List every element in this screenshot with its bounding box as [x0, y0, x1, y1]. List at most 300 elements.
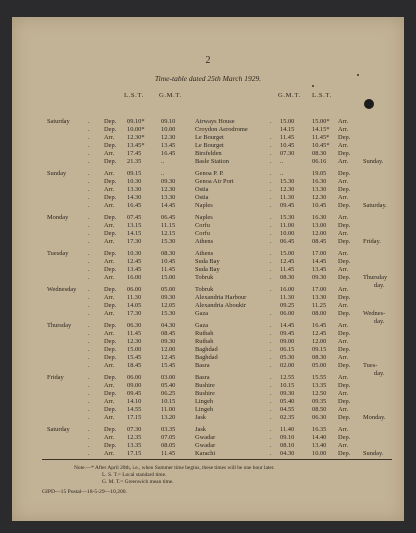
gmt-time: 10.15	[161, 398, 176, 405]
day-continuation: day.	[374, 282, 385, 289]
return-local-time: 08.45	[312, 238, 327, 245]
direction: Arr.	[104, 222, 115, 229]
leader-dot: .	[270, 150, 272, 157]
local-time: 06.00	[127, 374, 142, 381]
return-gmt-time: 08.10	[280, 442, 295, 449]
direction: Dep.	[104, 442, 117, 449]
return-gmt-time: 14.15	[280, 126, 295, 133]
gmt-time: 05.40	[161, 382, 176, 389]
leader-dot: .	[270, 194, 272, 201]
place-name: Genoa P. P.	[195, 170, 224, 177]
return-gmt-time: 12.45	[280, 258, 295, 265]
local-time: 14.15	[127, 230, 142, 237]
place-name: Genoa Air Port	[195, 178, 234, 185]
return-local-time: 05.00	[312, 362, 327, 369]
direction: Arr.	[104, 186, 115, 193]
local-time: 14.55	[127, 406, 142, 413]
leader-dot: .	[88, 390, 90, 397]
place-name: Suda Bay	[195, 258, 220, 265]
return-gmt-time: 16.00	[280, 286, 295, 293]
return-direction: Dep.	[338, 346, 351, 353]
return-direction: Dep.	[338, 238, 351, 245]
day-label: Friday	[47, 374, 64, 381]
return-local-time: 15.00*	[312, 118, 330, 125]
return-direction: Dep.	[338, 294, 351, 301]
direction: Arr.	[104, 274, 115, 281]
gmt-time: 03.35	[161, 426, 176, 433]
return-direction: Dep.	[338, 150, 351, 157]
return-gmt-time: 06.45	[280, 238, 295, 245]
local-time: 09.45	[127, 390, 142, 397]
local-time: 15.00	[127, 346, 142, 353]
gmt-time: 12.00	[161, 346, 176, 353]
place-name: Gaza	[195, 322, 209, 329]
local-time: 16.45	[127, 202, 142, 209]
return-gmt-time: 12.30	[280, 186, 295, 193]
leader-dot: .	[270, 398, 272, 405]
local-time: 21.35	[127, 158, 142, 165]
return-direction: Arr.	[338, 214, 349, 221]
direction: Arr.	[104, 398, 115, 405]
local-time: 12.45	[127, 258, 142, 265]
leader-dot: .	[270, 170, 272, 177]
place-name: Baghdad	[195, 354, 218, 361]
print-footer: GIPD—15 Postal—18-5-29—10,200.	[42, 489, 127, 495]
return-direction: Dep.	[338, 186, 351, 193]
return-gmt-time: ..	[280, 158, 284, 165]
leader-dot: .	[88, 238, 90, 245]
gmt-time: 06.45	[161, 214, 176, 221]
return-gmt-time: 11.45	[280, 266, 295, 273]
leader-dot: .	[88, 134, 90, 141]
place-name: Bushire	[195, 382, 215, 389]
return-local-time: 13.30	[312, 186, 327, 193]
day-label: Wednesday	[47, 286, 77, 293]
return-day-label: Sunday.	[363, 450, 384, 457]
return-direction: Arr.	[338, 118, 349, 125]
return-direction: Arr.	[338, 426, 349, 433]
return-gmt-time: 15.00	[280, 118, 295, 125]
return-direction: Arr.	[338, 178, 349, 185]
place-name: Corfu	[195, 230, 210, 237]
return-direction: Arr.	[338, 158, 349, 165]
return-local-time: 16.35	[312, 426, 327, 433]
local-time: 10.00*	[127, 126, 145, 133]
return-gmt-time: 05.30	[280, 354, 295, 361]
place-name: Athens	[195, 250, 214, 257]
day-continuation: day.	[374, 318, 385, 325]
return-direction: Dep.	[338, 202, 351, 209]
return-direction: Dep.	[338, 362, 351, 369]
return-gmt-time: 05.40	[280, 398, 295, 405]
header-lst: L.S.T.	[124, 92, 144, 99]
return-direction: Dep.	[338, 450, 351, 457]
leader-dot: .	[88, 362, 90, 369]
return-direction: Dep.	[338, 398, 351, 405]
leader-dot: .	[88, 250, 90, 257]
local-time: 17.45	[127, 150, 142, 157]
direction: Arr.	[104, 330, 115, 337]
place-name: Rutbah	[195, 338, 214, 345]
return-local-time: 17.00	[312, 250, 327, 257]
place-name: Croydon Aerodrome	[195, 126, 248, 133]
return-day-label: Tues-	[363, 362, 378, 369]
place-name: Jask	[195, 426, 207, 433]
return-local-time: 13.00	[312, 222, 327, 229]
leader-dot: .	[270, 258, 272, 265]
direction: Dep.	[104, 426, 117, 433]
gmt-time: 14.45	[161, 202, 176, 209]
leader-dot: .	[270, 346, 272, 353]
return-day-label: Saturday.	[363, 202, 387, 209]
leader-dot: .	[88, 258, 90, 265]
place-name: Alexandria Aboukir	[195, 302, 246, 309]
direction: Dep.	[104, 230, 117, 237]
leader-dot: .	[270, 374, 272, 381]
leader-dot: .	[88, 442, 90, 449]
gmt-time: 11.45	[161, 450, 176, 457]
day-label: Saturday	[47, 426, 70, 433]
direction: Arr.	[104, 170, 115, 177]
return-direction: Arr.	[338, 354, 349, 361]
return-gmt-time: 11.40	[280, 426, 295, 433]
punch-hole	[364, 99, 374, 109]
return-direction: Arr.	[338, 302, 349, 309]
direction: Arr.	[104, 202, 115, 209]
leader-dot: .	[88, 382, 90, 389]
place-name: Athens	[195, 238, 214, 245]
direction: Arr.	[104, 450, 115, 457]
place-name: Rutbah	[195, 330, 214, 337]
leader-dot: .	[270, 354, 272, 361]
return-direction: Dep.	[338, 434, 351, 441]
leader-dot: .	[270, 142, 272, 149]
leader-dot: .	[88, 450, 90, 457]
leader-dot: .	[88, 178, 90, 185]
leader-dot: .	[88, 426, 90, 433]
local-time: 16.00	[127, 274, 142, 281]
return-local-time: 11.25	[312, 302, 327, 309]
return-local-time: 13.40	[312, 442, 327, 449]
return-direction: Arr.	[338, 286, 349, 293]
return-local-time: 08.50	[312, 406, 327, 413]
leader-dot: .	[88, 322, 90, 329]
leader-dot: .	[88, 118, 90, 125]
leader-dot: .	[270, 214, 272, 221]
local-time: 06.00	[127, 286, 142, 293]
place-name: Le Bourget	[195, 142, 224, 149]
leader-dot: .	[88, 346, 90, 353]
place-name: Tobruk	[195, 274, 214, 281]
leader-dot: .	[88, 354, 90, 361]
return-local-time: 12.00	[312, 338, 327, 345]
return-local-time: 08.30	[312, 150, 327, 157]
direction: Dep.	[104, 354, 117, 361]
return-gmt-time: ..	[280, 170, 284, 177]
place-name: Ostia	[195, 194, 209, 201]
day-label: Sunday	[47, 170, 67, 177]
return-day-label: Thursday	[363, 274, 388, 281]
direction: Dep.	[104, 118, 117, 125]
leader-dot: .	[270, 286, 272, 293]
leader-dot: .	[270, 338, 272, 345]
direction: Dep.	[104, 322, 117, 329]
return-day-label: Wednes-	[363, 310, 386, 317]
leader-dot: .	[270, 158, 272, 165]
leader-dot: .	[88, 286, 90, 293]
leader-dot: .	[88, 302, 90, 309]
place-name: Baghdad	[195, 346, 218, 353]
leader-dot: .	[88, 194, 90, 201]
gmt-time: 13.30	[161, 194, 176, 201]
direction: Dep.	[104, 126, 117, 133]
return-local-time: 09.30	[312, 274, 327, 281]
leader-dot: .	[270, 274, 272, 281]
return-local-time: 10.45	[312, 202, 327, 209]
return-gmt-time: 06.15	[280, 346, 295, 353]
local-time: 18.45	[127, 362, 142, 369]
return-local-time: 16.30	[312, 178, 327, 185]
header-gmt-return: G.M.T.	[278, 92, 301, 99]
leader-dot: .	[88, 222, 90, 229]
direction: Arr.	[104, 258, 115, 265]
return-local-time: 12.45	[312, 330, 327, 337]
leader-dot: .	[270, 134, 272, 141]
local-time: 09.15	[127, 170, 142, 177]
local-time: 12.35	[127, 434, 142, 441]
return-direction: Arr.	[338, 338, 349, 345]
place-name: Le Bourget	[195, 134, 224, 141]
return-direction: Arr.	[338, 194, 349, 201]
local-time: 07.45	[127, 214, 142, 221]
day-label: Saturday	[47, 118, 70, 125]
direction: Dep.	[104, 142, 117, 149]
page-number: 2	[205, 55, 211, 66]
paper-mark	[357, 74, 359, 76]
local-time: 06.30	[127, 322, 142, 329]
return-local-time: 15.55	[312, 374, 327, 381]
gmt-time: 08.45	[161, 330, 176, 337]
return-local-time: 16.45	[312, 322, 327, 329]
leader-dot: .	[88, 406, 90, 413]
local-time: 13.15	[127, 222, 142, 229]
place-name: Tobruk	[195, 286, 214, 293]
return-gmt-time: 06.00	[280, 310, 295, 317]
local-time: 17.30	[127, 310, 142, 317]
return-direction: Arr.	[338, 266, 349, 273]
gmt-time: 09.30	[161, 338, 176, 345]
return-gmt-time: 09.10	[280, 434, 295, 441]
leader-dot: .	[270, 202, 272, 209]
gmt-time: 08.05	[161, 442, 176, 449]
place-name: Naples	[195, 214, 213, 221]
return-direction: Dep.	[338, 382, 351, 389]
direction: Dep.	[104, 194, 117, 201]
note-lst: L. S. T.= Local standard time.	[102, 472, 167, 478]
leader-dot: .	[88, 398, 90, 405]
place-name: Airways House	[195, 118, 235, 125]
return-direction: Arr.	[338, 374, 349, 381]
leader-dot: .	[270, 266, 272, 273]
gmt-time: 09.10	[161, 118, 176, 125]
direction: Dep.	[104, 178, 117, 185]
leader-dot: .	[88, 310, 90, 317]
place-name: Lingeh	[195, 398, 214, 405]
local-time: 09.00	[127, 382, 142, 389]
day-continuation: day.	[374, 370, 385, 377]
return-direction: Arr.	[338, 322, 349, 329]
return-gmt-time: 10.45	[280, 142, 295, 149]
return-gmt-time: 09.30	[280, 390, 295, 397]
header-gmt: G.M.T.	[159, 92, 182, 99]
return-local-time: 16.30	[312, 214, 327, 221]
place-name: Basra	[195, 362, 210, 369]
gmt-time: 12.15	[161, 230, 176, 237]
return-direction: Arr.	[338, 230, 349, 237]
return-gmt-time: 04.30	[280, 450, 295, 457]
return-gmt-time: 11.00	[280, 222, 295, 229]
return-local-time: 12.00	[312, 230, 327, 237]
place-name: Bushire	[195, 390, 215, 397]
local-time: 10.30	[127, 250, 142, 257]
gmt-time: 06.25	[161, 390, 176, 397]
leader-dot: .	[88, 142, 90, 149]
direction: Arr.	[104, 294, 115, 301]
return-direction: Dep.	[338, 330, 351, 337]
leader-dot: .	[88, 186, 90, 193]
return-gmt-time: 02.35	[280, 414, 295, 421]
return-local-time: 09.35	[312, 398, 327, 405]
leader-dot: .	[88, 230, 90, 237]
place-name: Basle Station	[195, 158, 229, 165]
return-local-time: 13.45	[312, 266, 327, 273]
direction: Dep.	[104, 406, 117, 413]
return-gmt-time: 14.45	[280, 322, 295, 329]
gmt-time: 11.45	[161, 266, 176, 273]
direction: Dep.	[104, 250, 117, 257]
gmt-time: 08.30	[161, 250, 176, 257]
place-name: Gaza	[195, 310, 209, 317]
leader-dot: .	[88, 158, 90, 165]
return-direction: Dep.	[338, 222, 351, 229]
return-direction: Arr.	[338, 142, 349, 149]
direction: Dep.	[104, 302, 117, 309]
return-direction: Arr.	[338, 406, 349, 413]
return-gmt-time: 10.00	[280, 230, 295, 237]
return-day-label: Monday.	[363, 414, 386, 421]
return-local-time: 14.40	[312, 434, 327, 441]
return-direction: Arr.	[338, 442, 349, 449]
direction: Dep.	[104, 374, 117, 381]
return-local-time: 06.30	[312, 414, 327, 421]
leader-dot: .	[88, 374, 90, 381]
direction: Dep.	[104, 346, 117, 353]
leader-dot: .	[270, 118, 272, 125]
leader-dot: .	[270, 434, 272, 441]
gmt-time: 10.45	[161, 258, 176, 265]
gmt-time: 11.00	[161, 406, 176, 413]
return-gmt-time: 10.15	[280, 382, 295, 389]
gmt-time: 09.30	[161, 294, 176, 301]
gmt-time: 11.15	[161, 222, 176, 229]
gmt-time: 10.00	[161, 126, 176, 133]
leader-dot: .	[270, 250, 272, 257]
return-gmt-time: 02.00	[280, 362, 295, 369]
return-local-time: 10.00	[312, 450, 327, 457]
gmt-time: 09.30	[161, 178, 176, 185]
local-time: 07.30	[127, 426, 142, 433]
return-gmt-time: 12.55	[280, 374, 295, 381]
return-gmt-time: 09.45	[280, 202, 295, 209]
direction: Dep.	[104, 338, 117, 345]
return-local-time: 10.45*	[312, 142, 330, 149]
local-time: 13.35	[127, 442, 142, 449]
return-gmt-time: 15.00	[280, 250, 295, 257]
return-direction: Arr.	[338, 250, 349, 257]
header-lst-return: L.S.T.	[312, 92, 332, 99]
return-local-time: 13.30	[312, 294, 327, 301]
return-direction: Arr.	[338, 390, 349, 397]
gmt-time: 15.00	[161, 274, 176, 281]
gmt-time: 12.30	[161, 186, 176, 193]
place-name: Karachi	[195, 450, 216, 457]
local-time: 09.10*	[127, 118, 145, 125]
return-gmt-time: 09.45	[280, 330, 295, 337]
local-time: 14.10	[127, 398, 142, 405]
direction: Arr.	[104, 434, 115, 441]
gmt-time: 15.45	[161, 362, 176, 369]
return-local-time: 08.00	[312, 310, 327, 317]
return-local-time: 14.15*	[312, 126, 330, 133]
leader-dot: .	[270, 450, 272, 457]
place-name: Basra	[195, 374, 210, 381]
leader-dot: .	[88, 170, 90, 177]
local-time: 13.30	[127, 186, 142, 193]
place-name: Jask	[195, 414, 207, 421]
local-time: 17.30	[127, 238, 142, 245]
return-local-time: 12.30	[312, 194, 327, 201]
return-local-time: 09.15	[312, 346, 327, 353]
local-time: 17.15	[127, 414, 142, 421]
leader-dot: .	[270, 322, 272, 329]
leader-dot: .	[88, 330, 90, 337]
leader-dot: .	[88, 414, 90, 421]
gmt-time: 05.00	[161, 286, 176, 293]
direction: Arr.	[104, 362, 115, 369]
gmt-time: 12.30	[161, 134, 176, 141]
direction: Arr.	[104, 382, 115, 389]
leader-dot: .	[88, 202, 90, 209]
return-gmt-time: 07.30	[280, 150, 295, 157]
gmt-time: 04.30	[161, 322, 176, 329]
local-time: 10.30	[127, 178, 142, 185]
leader-dot: .	[270, 406, 272, 413]
gmt-time: 13.45	[161, 142, 176, 149]
note-summer-time: Note.—* After April 20th, i.e., when Summer time begins, these times will be one hour later.	[74, 465, 275, 471]
direction: Dep.	[104, 266, 117, 273]
gmt-time: 16.45	[161, 150, 176, 157]
return-gmt-time: 09.00	[280, 338, 295, 345]
leader-dot: .	[270, 178, 272, 185]
leader-dot: .	[88, 214, 90, 221]
direction: Arr.	[104, 150, 115, 157]
return-day-label: Sunday.	[363, 158, 384, 165]
place-name: Ostia	[195, 186, 209, 193]
day-label: Thursday	[47, 322, 72, 329]
return-local-time: 11.45*	[312, 134, 330, 141]
note-gmt: G. M. T.= Greenwich mean time.	[102, 479, 174, 485]
day-label: Monday	[47, 214, 69, 221]
